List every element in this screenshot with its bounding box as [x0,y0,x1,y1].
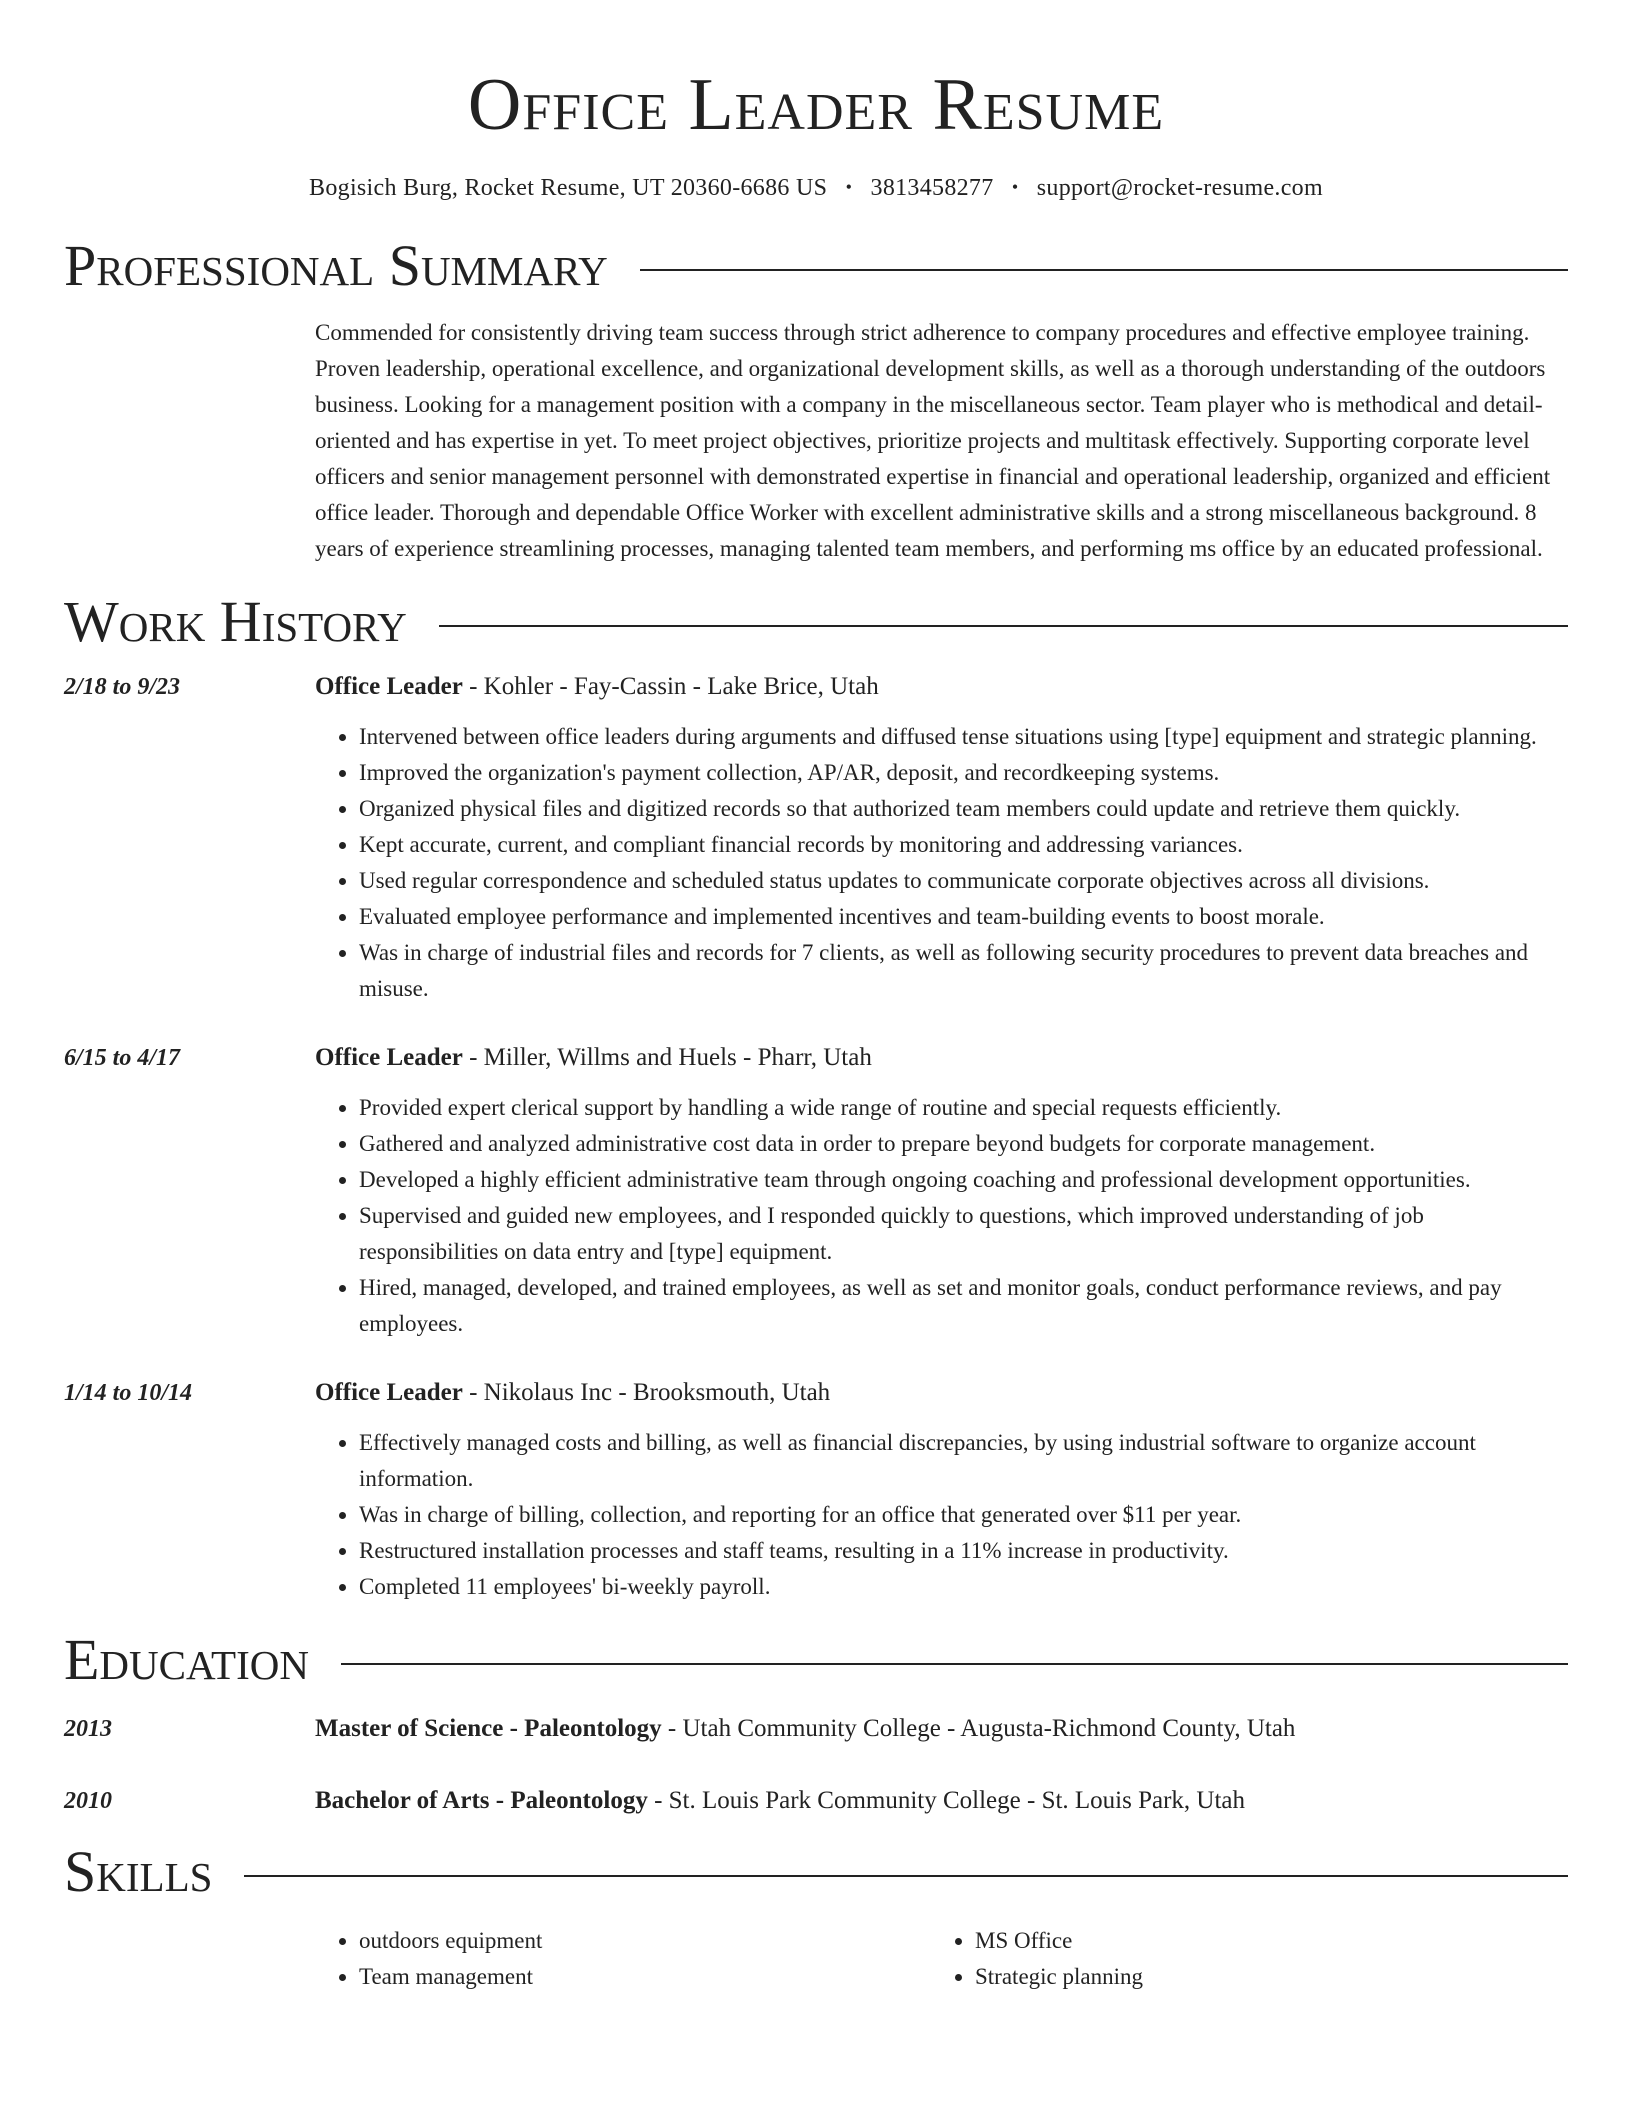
section-divider [244,1875,1568,1877]
skills-column-left [315,1923,931,1995]
job-bullet: • Intervened between office leaders during arguments and diffused tense situations using [type] equipment and strategic planning. [359,719,1568,755]
skills-list [315,1923,1568,1995]
education-details: - St. Louis Park Community College - St. Louis Park, Utah [647,1787,1246,1814]
section-divider [439,625,1568,627]
job-dates: 6/15 to 4/17 [64,1045,181,1071]
job-title: Office Leader [315,1044,463,1071]
job-bullet: • Was in charge of industrial files and records for 7 clients, as well as following security procedures to prevent data breaches and misuse. [359,935,1568,1007]
education-section-header [64,1625,1568,1695]
work-heading: Work History [64,589,407,654]
skill-item: • Team management [359,1959,931,1995]
education-entry [64,1711,1568,1747]
job-bullet: • Hired, managed, developed, and trained employees, as well as set and monitor goals, conduct performance reviews, and pay employees. [359,1270,1568,1342]
resume-title: Office Leader Resume [467,64,1165,146]
job-details: - Miller, Willms and Huels - Pharr, Utah [462,1044,872,1071]
skill-item: • Strategic planning [975,1959,1547,1995]
job-title-line [315,1375,1568,1411]
job-details: - Kohler - Fay-Cassin - Lake Brice, Utah [462,673,879,700]
job-dates: 1/14 to 10/14 [64,1380,193,1406]
contact-separator: • [845,177,853,197]
job-bullet: • Completed 11 employees' bi-weekly payroll. [359,1569,1568,1605]
job-title-line [315,1040,1568,1076]
job-title: Office Leader [315,1379,463,1406]
section-divider [341,1663,1568,1665]
skill-item: • outdoors equipment [359,1923,931,1959]
education-title-line [315,1783,1568,1819]
job-bullet: • Effectively managed costs and billing, as well as financial discrepancies, by using industrial software to organize account information. [359,1425,1568,1497]
job-entry [64,669,1568,1007]
job-body [315,669,1568,1007]
job-body [315,1375,1568,1605]
education-degree: Bachelor of Arts - Paleontology [315,1787,648,1814]
job-bullets [315,1425,1568,1605]
job-body [315,1040,1568,1342]
contact-separator: • [1011,177,1019,197]
skills-section-header [64,1837,1568,1907]
section-divider [640,269,1568,271]
education-heading: Education [64,1627,309,1692]
education-year: 2010 [64,1788,112,1814]
job-bullets [315,719,1568,1007]
job-bullet: • Was in charge of billing, collection, and reporting for an office that generated over $11 per year. [359,1497,1568,1533]
education-body [315,1711,1568,1747]
education-body [315,1783,1568,1819]
job-bullet: • Improved the organization's payment collection, AP/AR, deposit, and recordkeeping systems. [359,755,1568,791]
education-entry [64,1783,1568,1819]
job-bullets [315,1090,1568,1342]
job-bullet: • Developed a highly efficient administrative team through ongoing coaching and professional development opportunities. [359,1162,1568,1198]
job-bullet: • Provided expert clerical support by handling a wide range of routine and special requests efficiently. [359,1090,1568,1126]
resume-page [64,0,1568,1995]
education-year: 2013 [64,1716,112,1742]
job-entry [64,1040,1568,1342]
summary-text: Commended for consistently driving team success through strict adherence to company procedures and effective employee training. Proven leadership, operational excellence, and organizational development skills, as well as a thorough understanding of the outdoors business. Looking for a management position with a company in the miscellaneous sector. Team player who is methodical and detail-oriented and has expertise in yet. To meet project objectives, prioritize projects and multitask effectively. Supporting corporate level officers and senior management personnel with demonstrated expertise in financial and operational leadership, organized and efficient office leader. Thorough and dependable Office Worker with excellent administrative skills and a strong miscellaneous background. 8 years of experience streamlining processes, managing talented team members, and performing ms office by an educated professional. [315,320,1551,561]
job-bullet: • Organized physical files and digitized records so that authorized team members could update and retrieve them quickly. [359,791,1568,827]
contact-phone: 3813458277 [870,175,994,201]
job-details: - Nikolaus Inc - Brooksmouth, Utah [462,1379,831,1406]
job-bullet: • Used regular correspondence and scheduled status updates to communicate corporate objectives across all divisions. [359,863,1568,899]
job-entry [64,1375,1568,1605]
education-details: - Utah Community College - Augusta-Richmond County, Utah [661,1715,1296,1742]
job-bullet: • Gathered and analyzed administrative cost data in order to prepare beyond budgets for corporate management. [359,1126,1568,1162]
summary-heading: Professional Summary [64,233,608,298]
job-bullet: • Kept accurate, current, and compliant financial records by monitoring and addressing variances. [359,827,1568,863]
job-title: Office Leader [315,673,463,700]
contact-email: support@rocket-resume.com [1036,175,1323,201]
job-title-line [315,669,1568,705]
contact-line [64,172,1568,205]
skills-heading: Skills [64,1839,213,1904]
skills-column-right [931,1923,1547,1995]
skill-item: • MS Office [975,1923,1547,1959]
job-bullet: • Supervised and guided new employees, and I responded quickly to questions, which improved understanding of job responsibilities on data entry and [type] equipment. [359,1198,1568,1270]
education-degree: Master of Science - Paleontology [315,1715,662,1742]
work-section-header [64,587,1568,657]
summary-section-header [64,231,1568,301]
job-bullet: • Evaluated employee performance and implemented incentives and team-building events to boost morale. [359,899,1568,935]
contact-address: Bogisich Burg, Rocket Resume, UT 20360-6686 US [309,175,828,201]
job-dates: 2/18 to 9/23 [64,674,181,700]
job-bullet: • Restructured installation processes and staff teams, resulting in a 11% increase in productivity. [359,1533,1568,1569]
education-title-line [315,1711,1568,1747]
